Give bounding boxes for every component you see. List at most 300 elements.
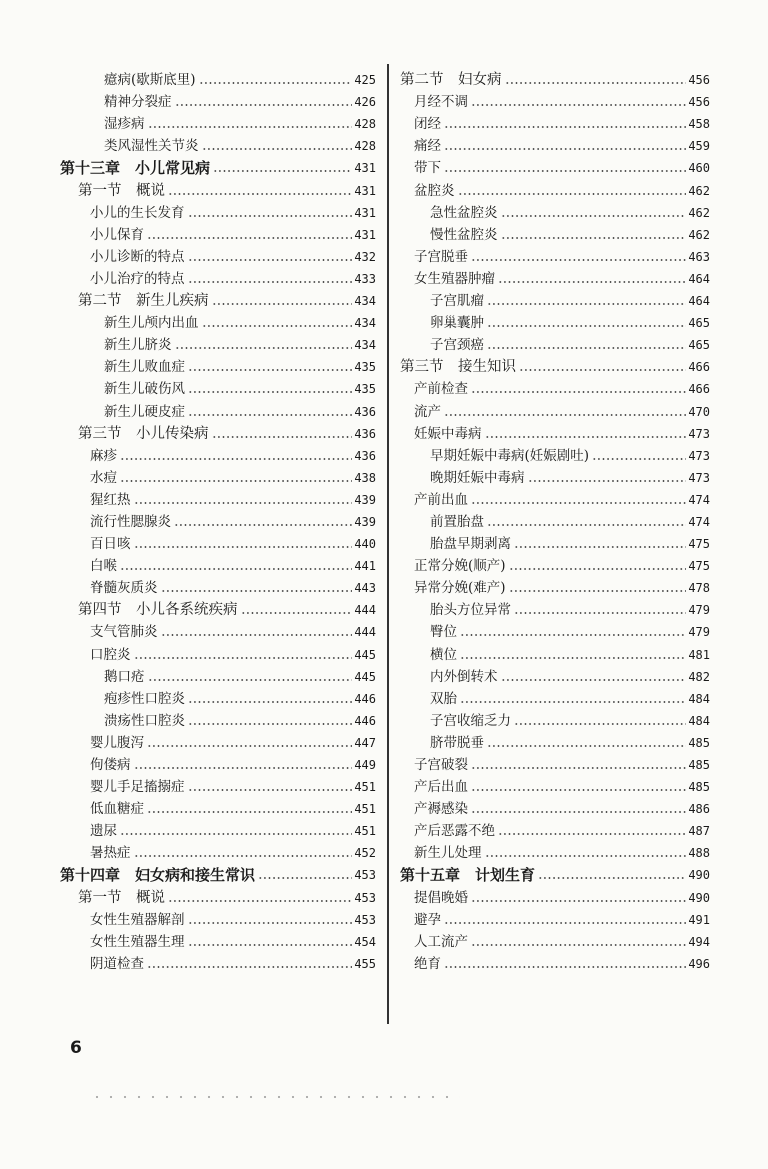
- toc-entry-title: 子宫脱垂: [414, 248, 468, 265]
- toc-entry-title: 慢性盆腔炎: [430, 226, 498, 243]
- toc-entry-title: 脐带脱垂: [430, 734, 484, 751]
- toc-section-entry[interactable]: [60, 420, 376, 442]
- toc-entry-page: 481: [688, 647, 710, 662]
- toc-entry-title: 子宫破裂: [414, 757, 468, 773]
- toc-entry[interactable]: [400, 176, 710, 198]
- toc-entry-title: 第一节 概说: [78, 182, 165, 199]
- toc-entry-page: 462: [688, 205, 710, 220]
- dot-leader: [120, 833, 352, 835]
- toc-entry-page: 436: [354, 448, 376, 463]
- toc-entry-title: 产前检查: [414, 381, 468, 398]
- dot-leader: [188, 944, 353, 946]
- toc-entry-title: 第十四章 妇女病和接生常识: [60, 866, 256, 885]
- toc-entry-page: 479: [688, 603, 710, 618]
- toc-entry[interactable]: [60, 353, 376, 375]
- toc-entry[interactable]: [60, 132, 376, 154]
- toc-entry-page: 478: [688, 581, 710, 596]
- toc-entry-page: 465: [688, 338, 710, 353]
- dot-leader: [188, 789, 353, 791]
- toc-entry[interactable]: [400, 442, 710, 464]
- toc-entry-page: 459: [688, 139, 710, 154]
- toc-entry-page: 454: [354, 934, 376, 949]
- dot-leader: [487, 303, 686, 305]
- dot-leader: [202, 325, 353, 327]
- dot-leader: [514, 612, 686, 614]
- toc-entry-title: 口腔炎: [90, 646, 131, 663]
- dot-leader: [147, 237, 352, 239]
- toc-entry[interactable]: [60, 243, 376, 265]
- toc-entry[interactable]: [400, 707, 710, 729]
- dot-leader: [161, 634, 353, 636]
- toc-entry-page: 474: [688, 514, 710, 529]
- toc-entry-title: 鹅口疮: [104, 668, 145, 685]
- toc-entry-title: 遗尿: [90, 823, 117, 840]
- toc-entry[interactable]: [60, 110, 376, 132]
- toc-entry-title: 盆腔炎: [414, 182, 455, 199]
- toc-entry[interactable]: [60, 817, 376, 839]
- toc-entry-page: 436: [354, 426, 376, 441]
- toc-entry-page: 447: [354, 735, 376, 750]
- toc-entry[interactable]: [400, 928, 710, 950]
- toc-entry[interactable]: [400, 574, 710, 596]
- dot-leader: [212, 436, 353, 438]
- toc-entry[interactable]: [400, 773, 710, 795]
- toc-chapter-entry[interactable]: [60, 861, 376, 883]
- toc-section-entry[interactable]: [60, 176, 376, 198]
- toc-entry-title: 胎盘早期剥离: [430, 536, 511, 553]
- toc-entry[interactable]: [60, 928, 376, 950]
- toc-entry-page: 443: [354, 581, 376, 596]
- toc-entry-page: 428: [354, 117, 376, 132]
- toc-entry[interactable]: [60, 707, 376, 729]
- toc-entry[interactable]: [400, 464, 710, 486]
- toc-entry-page: 490: [688, 868, 710, 883]
- toc-entry-title: 正常分娩(顺产): [414, 558, 506, 575]
- toc-entry[interactable]: [60, 640, 376, 662]
- dot-leader: [444, 170, 686, 172]
- toc-entry-title: 溃疡性口腔炎: [104, 712, 185, 729]
- toc-entry-page: 444: [354, 603, 376, 618]
- toc-entry-page: 484: [688, 713, 710, 728]
- toc-entry-page: 432: [354, 249, 376, 264]
- toc-entry[interactable]: [60, 552, 376, 574]
- toc-entry-title: 闭经: [414, 116, 441, 133]
- toc-section-entry[interactable]: [60, 287, 376, 309]
- toc-entry[interactable]: [400, 199, 710, 221]
- toc-chapter-entry[interactable]: [400, 861, 710, 883]
- dot-leader: [148, 126, 353, 128]
- toc-entry-title: 癔病(歇斯底里): [104, 72, 196, 89]
- toc-entry-title: 佝偻病: [90, 757, 131, 773]
- toc-entry[interactable]: [60, 839, 376, 861]
- toc-entry[interactable]: [400, 552, 710, 574]
- toc-entry-title: 胎头方位异常: [430, 602, 511, 619]
- dot-leader: [514, 723, 686, 725]
- toc-entry-title: 湿疹病: [104, 116, 145, 133]
- toc-entry-title: 产褥感染: [414, 801, 468, 818]
- toc-entry-page: 456: [688, 95, 710, 110]
- dot-leader: [147, 966, 352, 968]
- toc-entry-page: 434: [354, 316, 376, 331]
- toc-entry-title: 妊娠中毒病: [414, 425, 482, 442]
- toc-entry-page: 473: [688, 448, 710, 463]
- toc-entry-title: 产前出血: [414, 491, 468, 508]
- toc-entry[interactable]: [60, 618, 376, 640]
- toc-entry[interactable]: [400, 508, 710, 530]
- toc-section-entry[interactable]: [60, 883, 376, 905]
- dot-leader: [501, 215, 687, 217]
- toc-entry[interactable]: [400, 906, 710, 928]
- dot-leader: [120, 480, 352, 482]
- toc-entry-page: 435: [354, 360, 376, 375]
- toc-entry-title: 猩红热: [90, 491, 131, 508]
- dot-leader: [509, 568, 687, 570]
- toc-entry[interactable]: [60, 773, 376, 795]
- toc-entry[interactable]: [60, 486, 376, 508]
- toc-entry-title: 第三节 小儿传染病: [78, 425, 209, 442]
- toc-entry-title: 第二节 新生儿疾病: [78, 293, 209, 310]
- toc-right-column: [400, 66, 710, 972]
- toc-entry[interactable]: [60, 906, 376, 928]
- toc-entry-title: 产后出血: [414, 779, 468, 796]
- dot-leader: [498, 833, 686, 835]
- toc-section-entry[interactable]: [400, 353, 710, 375]
- toc-entry-title: 新生儿脐炎: [104, 337, 172, 354]
- dot-leader: [134, 546, 353, 548]
- toc-entry-title: 月经不调: [414, 94, 468, 111]
- toc-entry[interactable]: [400, 640, 710, 662]
- bottom-scan-marks: [90, 1095, 460, 1099]
- toc-entry-page: 494: [688, 934, 710, 949]
- toc-entry[interactable]: [60, 663, 376, 685]
- toc-entry-title: 急性盆腔炎: [430, 204, 498, 221]
- toc-entry[interactable]: [60, 375, 376, 397]
- toc-entry-page: 475: [688, 559, 710, 574]
- toc-entry-page: 463: [688, 249, 710, 264]
- toc-entry-title: 流行性腮腺炎: [90, 513, 171, 530]
- toc-entry-page: 439: [354, 492, 376, 507]
- toc-entry-title: 低血糖症: [90, 801, 144, 818]
- dot-leader: [498, 281, 686, 283]
- toc-entry-title: 疱疹性口腔炎: [104, 690, 185, 707]
- column-divider: [387, 64, 389, 1024]
- toc-entry[interactable]: [60, 397, 376, 419]
- toc-entry[interactable]: [400, 265, 710, 287]
- dot-leader: [134, 657, 353, 659]
- toc-entry[interactable]: [60, 309, 376, 331]
- toc-entry-page: 431: [354, 205, 376, 220]
- dot-leader: [148, 679, 353, 681]
- toc-entry[interactable]: [400, 309, 710, 331]
- toc-entry-page: 464: [688, 294, 710, 309]
- toc-entry[interactable]: [400, 110, 710, 132]
- toc-chapter-entry[interactable]: [60, 154, 376, 176]
- toc-entry-title: 第四节 小儿各系统疾病: [78, 602, 238, 619]
- toc-entry[interactable]: [60, 508, 376, 530]
- toc-entry-title: 新生儿败血症: [104, 359, 185, 376]
- dot-leader: [188, 391, 352, 393]
- toc-entry-page: 485: [688, 758, 710, 772]
- toc-entry-title: 小儿治疗的特点: [90, 270, 185, 287]
- dot-leader: [471, 944, 686, 946]
- toc-entry-page: 438: [354, 470, 376, 485]
- toc-entry-page: 436: [354, 404, 376, 419]
- dot-leader: [188, 215, 353, 217]
- toc-entry[interactable]: [400, 883, 710, 905]
- toc-entry[interactable]: [400, 839, 710, 861]
- toc-entry-page: 434: [354, 294, 376, 309]
- toc-entry-title: 早期妊娠中毒病(妊娠剧吐): [430, 447, 590, 464]
- page-number: 6: [70, 1038, 82, 1058]
- toc-entry[interactable]: [400, 950, 710, 972]
- dot-leader: [471, 391, 686, 393]
- toc-entry-page: 453: [354, 912, 376, 927]
- dot-leader: [501, 679, 687, 681]
- dot-leader: [501, 237, 687, 239]
- toc-entry-title: 类风湿性关节炎: [104, 138, 199, 155]
- dot-leader: [188, 281, 353, 283]
- toc-entry-title: 横位: [430, 646, 457, 663]
- dot-leader: [188, 369, 352, 371]
- toc-entry-title: 内外倒转术: [430, 668, 498, 685]
- dot-leader: [505, 82, 687, 84]
- toc-entry-title: 支气管肺炎: [90, 624, 158, 641]
- toc-entry[interactable]: [400, 486, 710, 508]
- dot-leader: [460, 634, 686, 636]
- toc-entry-title: 人工流产: [414, 933, 468, 950]
- toc-entry[interactable]: [400, 375, 710, 397]
- toc-entry[interactable]: [60, 950, 376, 972]
- toc-entry-page: 451: [354, 824, 376, 839]
- toc-entry-title: 白喉: [90, 558, 117, 575]
- toc-entry[interactable]: [60, 685, 376, 707]
- toc-entry[interactable]: [400, 221, 710, 243]
- toc-entry-page: 456: [688, 73, 710, 88]
- toc-entry-title: 卵巢囊肿: [430, 315, 484, 332]
- toc-entry[interactable]: [400, 243, 710, 265]
- toc-entry-title: 晚期妊娠中毒病: [430, 469, 525, 486]
- toc-entry-title: 女生殖器肿瘤: [414, 270, 495, 287]
- toc-entry[interactable]: [400, 154, 710, 176]
- dot-leader: [471, 104, 686, 106]
- toc-entry[interactable]: [400, 397, 710, 419]
- dot-leader: [188, 414, 352, 416]
- dot-leader: [444, 126, 686, 128]
- toc-entry-page: 434: [354, 338, 376, 353]
- toc-entry[interactable]: [400, 88, 710, 110]
- toc-entry-page: 485: [688, 735, 710, 750]
- toc-entry-title: 异常分娩(难产): [414, 580, 506, 597]
- toc-entry-page: 475: [688, 537, 710, 552]
- toc-section-entry[interactable]: [400, 66, 710, 88]
- toc-entry-title: 第十五章 计划生育: [400, 866, 536, 885]
- toc-entry-title: 小儿保育: [90, 226, 144, 243]
- toc-entry-title: 第一节 概说: [78, 889, 165, 906]
- toc-entry-title: 新生儿处理: [414, 845, 482, 862]
- toc-entry-page: 445: [354, 669, 376, 684]
- dot-leader: [168, 193, 352, 195]
- toc-entry[interactable]: [60, 751, 376, 773]
- toc-entry[interactable]: [400, 729, 710, 751]
- dot-leader: [487, 745, 686, 747]
- toc-entry-page: 464: [688, 271, 710, 286]
- dot-leader: [120, 458, 352, 460]
- toc-entry-title: 阴道检查: [90, 955, 144, 972]
- toc-entry-page: 491: [688, 912, 710, 927]
- dot-leader: [460, 657, 686, 659]
- toc-entry[interactable]: [400, 420, 710, 442]
- toc-entry[interactable]: [400, 287, 710, 309]
- toc-entry-page: 451: [354, 780, 376, 795]
- toc-entry-page: 431: [354, 161, 376, 176]
- dot-leader: [258, 877, 352, 879]
- toc-entry-page: 462: [688, 227, 710, 242]
- dot-leader: [509, 590, 687, 592]
- toc-entry[interactable]: [60, 199, 376, 221]
- toc-entry-page: 487: [688, 824, 710, 839]
- toc-entry[interactable]: [60, 530, 376, 552]
- toc-entry[interactable]: [400, 663, 710, 685]
- toc-entry-page: 439: [354, 514, 376, 529]
- toc-entry-page: 496: [688, 956, 710, 971]
- toc-entry[interactable]: [60, 442, 376, 464]
- dot-leader: [161, 590, 353, 592]
- toc-entry-title: 新生儿颅内出血: [104, 315, 199, 332]
- toc-entry-page: 460: [688, 161, 710, 176]
- toc-entry-page: 462: [688, 183, 710, 198]
- dot-leader: [147, 811, 352, 813]
- toc-entry-title: 婴儿手足搐搦症: [90, 779, 185, 796]
- toc-entry-title: 双胎: [430, 690, 457, 707]
- dot-leader: [471, 767, 686, 769]
- dot-leader: [514, 546, 686, 548]
- dot-leader: [444, 148, 686, 150]
- toc-entry-title: 小儿的生长发育: [90, 204, 185, 221]
- toc-entry-title: 第十三章 小儿常见病: [60, 159, 211, 178]
- toc-entry-page: 431: [354, 227, 376, 242]
- toc-entry-title: 水痘: [90, 469, 117, 486]
- dot-leader: [202, 148, 353, 150]
- dot-leader: [199, 82, 353, 84]
- toc-entry-page: 470: [688, 404, 710, 419]
- dot-leader: [444, 414, 686, 416]
- toc-entry-page: 458: [688, 117, 710, 132]
- toc-entry-title: 第三节 接生知识: [400, 359, 516, 376]
- dot-leader: [538, 877, 686, 879]
- toc-entry-page: 466: [688, 360, 710, 375]
- toc-entry[interactable]: [60, 574, 376, 596]
- toc-entry-title: 绝育: [414, 955, 441, 972]
- dot-leader: [528, 480, 687, 482]
- toc-entry-title: 婴儿腹泻: [90, 734, 144, 751]
- toc-entry-page: 449: [354, 758, 376, 772]
- dot-leader: [471, 900, 686, 902]
- toc-entry-title: 新生儿破伤风: [104, 381, 185, 398]
- toc-section-entry[interactable]: [60, 596, 376, 618]
- toc-entry-title: 臀位: [430, 624, 457, 641]
- dot-leader: [134, 855, 353, 857]
- toc-entry[interactable]: [60, 729, 376, 751]
- toc-entry-title: 第二节 妇女病: [400, 72, 502, 89]
- toc-entry-page: 435: [354, 382, 376, 397]
- toc-entry-title: 脊髓灰质炎: [90, 580, 158, 597]
- toc-entry[interactable]: [60, 221, 376, 243]
- dot-leader: [168, 900, 352, 902]
- toc-entry-page: 452: [354, 846, 376, 861]
- toc-entry-title: 痛经: [414, 138, 441, 155]
- toc-entry-title: 精神分裂症: [104, 94, 172, 111]
- toc-entry-title: 带下: [414, 160, 441, 177]
- toc-entry[interactable]: [60, 265, 376, 287]
- toc-entry[interactable]: [400, 132, 710, 154]
- toc-entry[interactable]: [400, 596, 710, 618]
- toc-entry[interactable]: [60, 331, 376, 353]
- toc-entry-page: 425: [354, 73, 376, 88]
- dot-leader: [213, 170, 352, 172]
- toc-entry[interactable]: [400, 530, 710, 552]
- toc-entry-title: 麻疹: [90, 447, 117, 464]
- toc-entry[interactable]: [400, 618, 710, 640]
- dot-leader: [471, 502, 686, 504]
- toc-entry-title: 女性生殖器生理: [90, 933, 185, 950]
- toc-entry-title: 女性生殖器解剖: [90, 911, 185, 928]
- dot-leader: [485, 436, 687, 438]
- toc-entry-page: 444: [354, 625, 376, 640]
- toc-entry[interactable]: [400, 685, 710, 707]
- toc-entry-page: 446: [354, 691, 376, 706]
- toc-entry-page: 426: [354, 95, 376, 110]
- toc-entry[interactable]: [400, 795, 710, 817]
- toc-entry-title: 提倡晚婚: [414, 889, 468, 906]
- toc-entry-page: 431: [354, 183, 376, 198]
- toc-entry-page: 482: [688, 669, 710, 684]
- toc-entry[interactable]: [60, 795, 376, 817]
- toc-entry[interactable]: [60, 464, 376, 486]
- toc-entry-page: 453: [354, 868, 376, 883]
- dot-leader: [458, 193, 687, 195]
- toc-entry-page: 488: [688, 846, 710, 861]
- dot-leader: [592, 458, 686, 460]
- toc-entry-page: 473: [688, 426, 710, 441]
- toc-entry[interactable]: [400, 817, 710, 839]
- dot-leader: [175, 347, 353, 349]
- toc-entry-page: 465: [688, 316, 710, 331]
- dot-leader: [241, 612, 353, 614]
- dot-leader: [188, 701, 352, 703]
- toc-entry[interactable]: [400, 751, 710, 773]
- toc-entry-page: 486: [688, 802, 710, 817]
- dot-leader: [487, 325, 686, 327]
- toc-entry-title: 新生儿硬皮症: [104, 403, 185, 420]
- dot-leader: [120, 568, 352, 570]
- toc-entry-page: 490: [688, 890, 710, 905]
- dot-leader: [188, 922, 353, 924]
- toc-entry-page: 453: [354, 890, 376, 905]
- toc-entry-page: 445: [354, 647, 376, 662]
- toc-entry[interactable]: [60, 88, 376, 110]
- toc-entry-title: 流产: [414, 403, 441, 420]
- dot-leader: [134, 502, 353, 504]
- toc-entry[interactable]: [400, 331, 710, 353]
- toc-entry-title: 子宫颈癌: [430, 337, 484, 354]
- toc-entry-page: 473: [688, 470, 710, 485]
- dot-leader: [519, 369, 686, 371]
- toc-entry-page: 455: [354, 956, 376, 971]
- toc-entry[interactable]: [60, 66, 376, 88]
- toc-entry-title: 产后恶露不绝: [414, 823, 495, 840]
- dot-leader: [444, 922, 686, 924]
- toc-entry-page: 485: [688, 780, 710, 795]
